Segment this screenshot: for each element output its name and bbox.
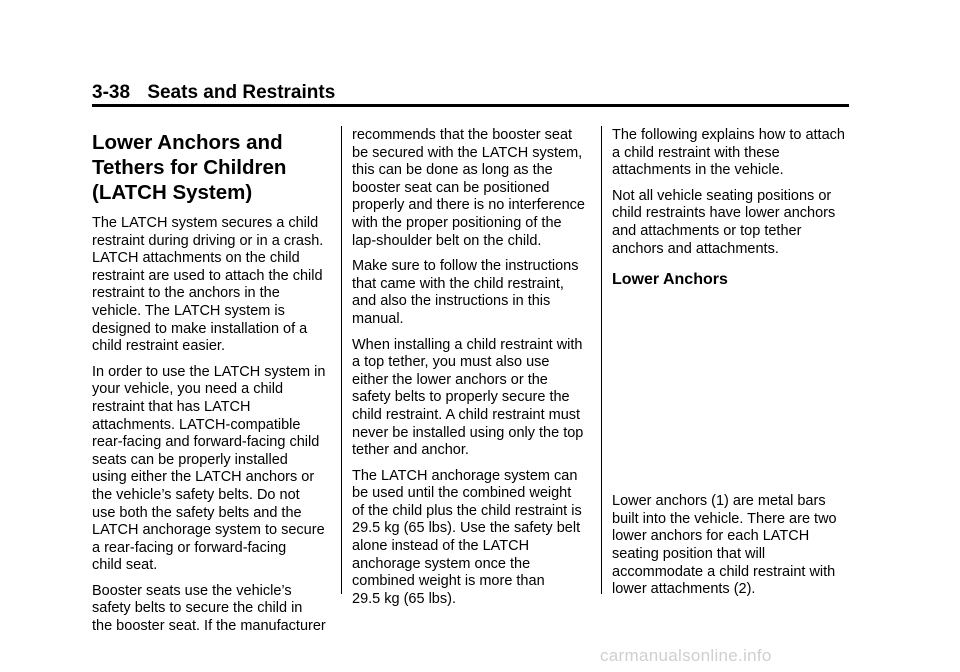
paragraph: Booster seats use the vehicle’s safety belts to secure the child in the booster seat. If the manufacturer [92, 582, 326, 635]
paragraph: Not all vehicle seating positions or child restraints have lower anchors and attachments or top tether anchors and attachments. [612, 187, 836, 257]
paragraph: Make sure to follow the instructions that came with the child restraint, and also the instructions in this manual. [352, 258, 579, 327]
paragraph: The LATCH system secures a child restraint during driving or in a crash. LATCH attachments on the child restraint are used to attach the child restraint to the anchors in the vehicle. The LATCH system is designed to make installation of a child restraint easier. [92, 215, 324, 355]
page-number: 3-38 [92, 82, 131, 103]
page-header [92, 82, 335, 104]
article-title: Lower Anchors and Tethers for Children (LATCH System) [92, 131, 287, 204]
column-2 [352, 127, 592, 616]
paragraph: When installing a child restraint with a top tether, you must also use either the lower anchors or the safety belts to properly secure the child restraint. A child restraint must never be installed using only the top tether and anchor. [352, 336, 584, 459]
subheading-lower-anchors: Lower Anchors [612, 271, 728, 289]
paragraph: recommends that the booster seat be secured with the LATCH system, this can be done as long as the booster seat can be positioned properly and there is no interference with the proper positioning of the lap-shoulder belt on the child. [352, 127, 585, 249]
figure-placeholder [612, 290, 856, 493]
paragraph: In order to use the LATCH system in your vehicle, you need a child restraint that has LATCH attachments. LATCH-compatible rear-facing and forward-facing child seats can be properly installed using either the LATCH anchors or the vehicle’s safety belts. Do not use both the safety belts and the LATCH anchorage system to secure a rear-facing or forward-facing child seat. [92, 363, 326, 574]
paragraph: The LATCH anchorage system can be used until the combined weight of the child plus the child restraint is 29.5 kg (65 lbs). Use the safety belt alone instead of the LATCH anchorage system once the combined weight is more than 29.5 kg (65 lbs). [352, 467, 582, 607]
column-3 [612, 127, 856, 607]
paragraph: The following explains how to attach a child restraint with these attachments in the vehicle. [612, 127, 845, 179]
section-title: Seats and Restraints [147, 82, 336, 103]
column-divider-2 [601, 126, 602, 594]
paragraph: Lower anchors (1) are metal bars built into the vehicle. There are two lower anchors for each LATCH seating position that will accommodate a child restraint with lower attachments (2). [612, 493, 837, 598]
watermark: carmanualsonline.info [600, 646, 772, 665]
column-divider-1 [341, 126, 342, 594]
header-rule [92, 104, 849, 107]
column-1 [92, 130, 340, 644]
